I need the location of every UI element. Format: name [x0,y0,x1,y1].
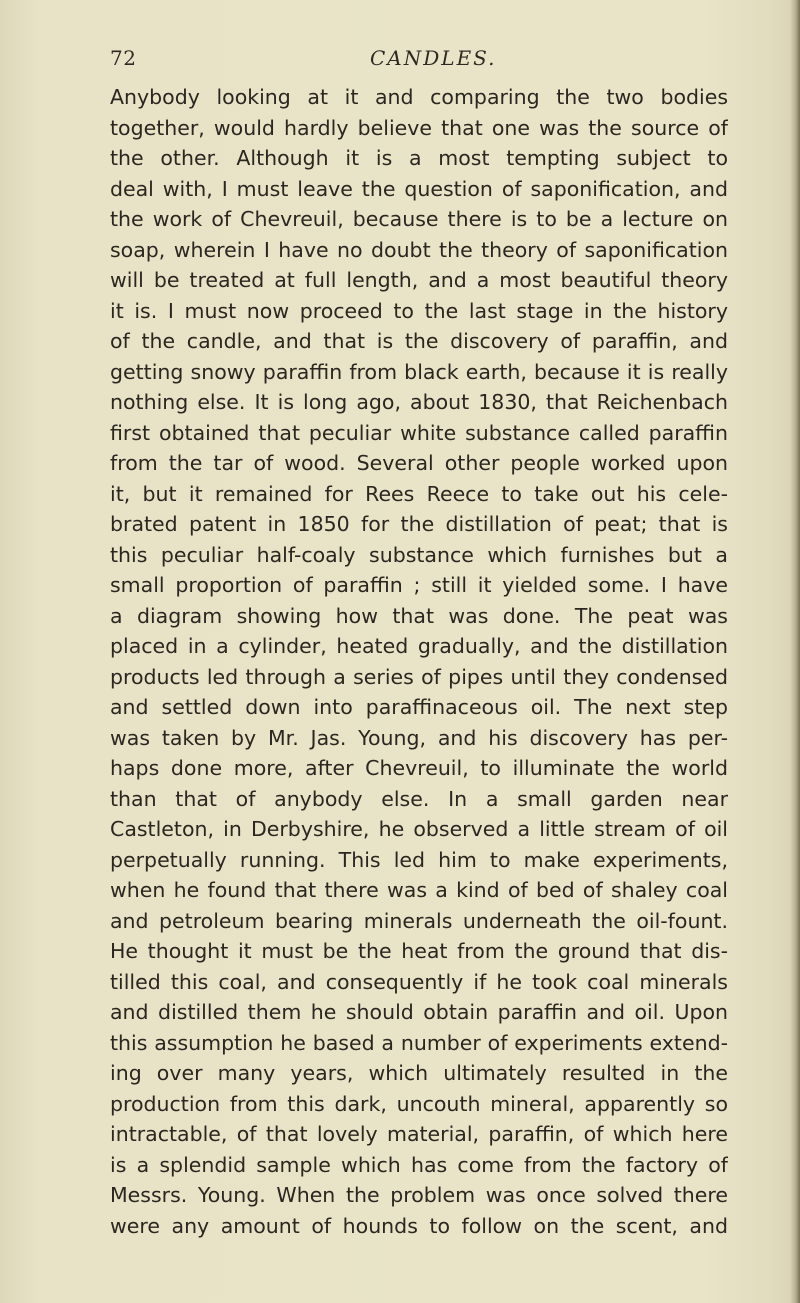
text-line: is a splendid sample which has come from the factory of [110,1152,728,1177]
text-line: Castleton, in Derbyshire, he observed a little stream of oil [110,817,728,841]
text-line: intractable, of that lovely material, paraffin, of which here [110,1122,728,1146]
text-line: production from this dark, uncouth mineral, apparently so [110,1091,728,1116]
text-line: getting snowy paraffin from black earth, because it is really [110,359,728,384]
text-line: products led through a series of pipes until they condensed [110,664,728,689]
page-binding-edge [790,0,800,1303]
text-line: and settled down into paraffinaceous oil. The next step [110,695,728,719]
text-line: ing over many years, which ultimately resulted in the [110,1061,728,1085]
text-line: perpetually running. This led him to make experiments, [110,847,728,872]
text-line: and distilled them he should obtain paraffin and oil. Upon [110,1000,728,1024]
text-line: soap, wherein I have no doubt the theory of saponification [110,237,728,262]
text-line: was taken by Mr. Jas. Young, and his discovery has per- [110,725,728,750]
text-line: of the candle, and that is the discovery of paraffin, and [110,329,728,353]
text-line: were any amount of hounds to follow on the scent, and [110,1213,728,1238]
body-text [110,82,728,1241]
text-line: first obtained that peculiar white substance called paraffin [110,420,728,445]
text-line: from the tar of wood. Several other people worked upon [110,451,728,475]
text-line: it, but it remained for Rees Reece to take out his cele- [110,481,728,506]
text-line: it is. I must now proceed to the last stage in the history [110,298,728,323]
page-number: 72 [110,46,137,70]
text-line: haps done more, after Chevreuil, to illuminate the world [110,756,728,780]
text-line: will be treated at full length, and a most beautiful theory [110,268,728,292]
text-line: a diagram showing how that was done. The peat was [110,603,728,628]
text-line: and petroleum bearing minerals underneath the oil-fount. [110,908,728,933]
text-line: Anybody looking at it and comparing the two bodies [110,85,728,109]
page-header [110,40,730,80]
text-line: the other. Although it is a most tempting subject to [110,146,728,170]
text-line: small proportion of paraffin ; still it yielded some. I have [110,573,728,597]
text-line: deal with, I must leave the question of saponification, and [110,176,728,201]
running-head: CANDLES. [370,46,497,70]
text-line: tilled this coal, and consequently if he took coal minerals [110,969,728,994]
text-line: placed in a cylinder, heated gradually, and the distillation [110,634,728,658]
text-line: Messrs. Young. When the problem was once solved there [110,1183,728,1207]
text-line: nothing else. It is long ago, about 1830, that Reichenbach [110,390,728,414]
text-line: the work of Chevreuil, because there is to be a lecture on [110,207,728,231]
text-line: brated patent in 1850 for the distillation of peat; that is [110,512,728,536]
text-line: He thought it must be the heat from the ground that dis- [110,939,728,963]
text-line: together, would hardly believe that one was the source of [110,115,728,140]
text-line: than that of anybody else. In a small garden near [110,786,728,811]
text-line: this peculiar half-coaly substance which furnishes but a [110,542,728,567]
text-line: when he found that there was a kind of bed of shaley coal [110,878,728,902]
text-line: this assumption he based a number of experiments extend- [110,1030,728,1055]
